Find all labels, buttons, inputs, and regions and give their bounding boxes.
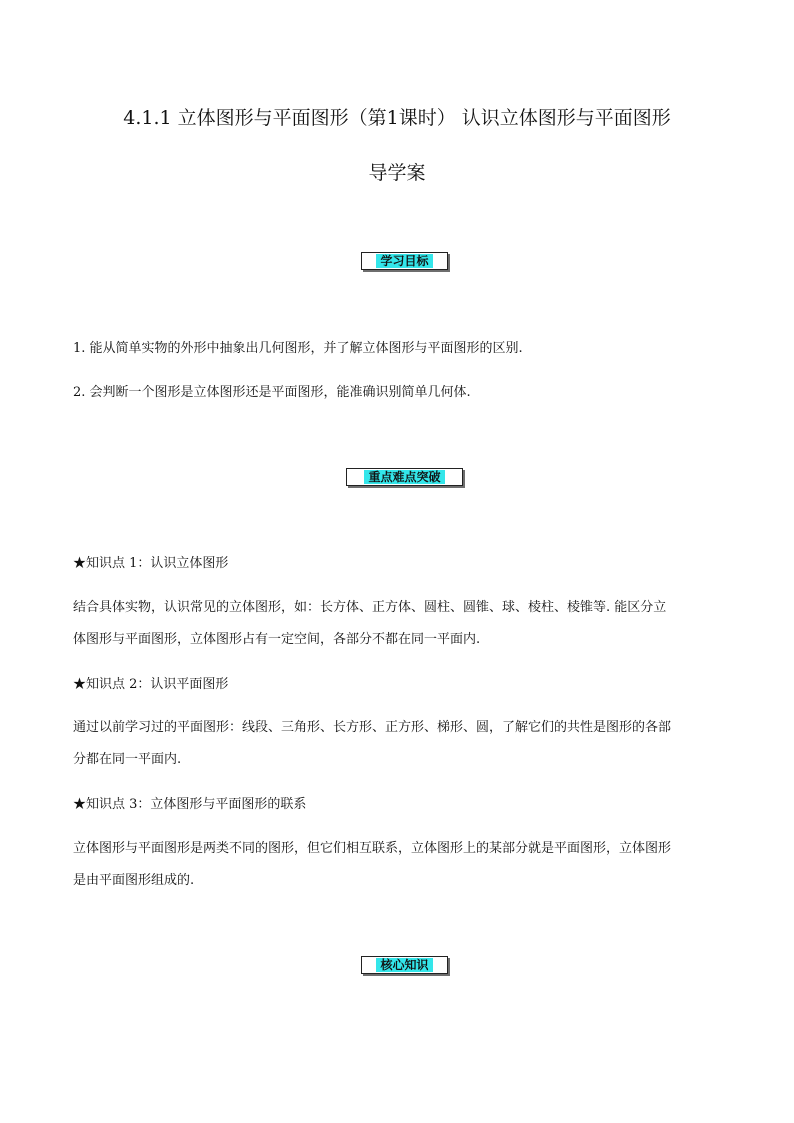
knowledge-point-heading: ★知识点 2：认识平面图形 [73, 677, 229, 692]
document-title: 4.1.1 立体图形与平面图形（第1课时） 认识立体图形与平面图形 [123, 107, 671, 129]
section-header-core-knowledge [361, 956, 448, 974]
section-header-objectives [361, 252, 448, 270]
section-header-label: 重点难点突破 [364, 470, 444, 484]
knowledge-point-text: 是由平面图形组成的. [73, 873, 195, 888]
objective-item: 2. 会判断一个图形是立体图形还是平面图形，能准确识别简单几何体. [73, 385, 471, 400]
section-header-label: 核心知识 [376, 958, 432, 972]
knowledge-point-heading: ★知识点 3：立体图形与平面图形的联系 [73, 797, 307, 812]
knowledge-point-text: 通过以前学习过的平面图形：线段、三角形、长方形、正方形、梯形、圆，了解它们的共性是图形的各部 [73, 720, 672, 735]
section-header-key-points [346, 468, 463, 486]
knowledge-point-heading: ★知识点 1：认识立体图形 [73, 556, 229, 571]
document-subtitle: 导学案 [368, 162, 426, 184]
objective-item: 1. 能从简单实物的外形中抽象出几何图形，并了解立体图形与平面图形的区别. [73, 341, 523, 356]
knowledge-point-text: 立体图形与平面图形是两类不同的图形，但它们相互联系，立体图形上的某部分就是平面图形，立体图形 [73, 841, 672, 856]
section-header-label: 学习目标 [376, 254, 432, 268]
knowledge-point-text: 分都在同一平面内. [73, 752, 182, 767]
knowledge-point-text: 体图形与平面图形，立体图形占有一定空间，各部分不都在同一平面内. [73, 632, 481, 647]
knowledge-point-text: 结合具体实物，认识常见的立体图形，如：长方体、正方体、圆柱、圆锥、球、棱柱、棱锥等. 能区分立 [73, 600, 667, 615]
